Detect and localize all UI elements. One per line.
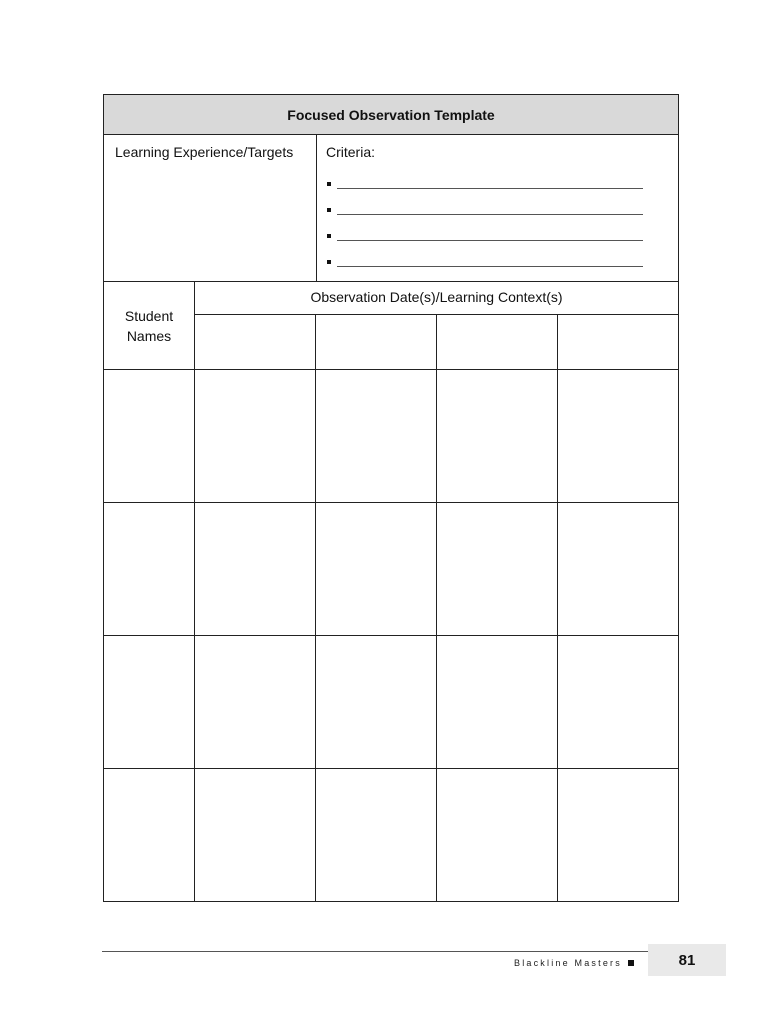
criteria-item [327, 166, 678, 192]
observation-cell[interactable] [195, 503, 316, 635]
student-row [104, 636, 678, 769]
observation-cell[interactable] [558, 769, 678, 902]
learning-experience-label: Learning Experience/Targets [115, 144, 294, 160]
observation-cell[interactable] [316, 370, 437, 502]
student-name-cell[interactable] [104, 769, 195, 902]
observation-cell[interactable] [437, 769, 558, 902]
student-row [104, 370, 678, 503]
footer-label: Blackline Masters [514, 958, 622, 968]
criteria-list [326, 166, 678, 270]
observation-cell[interactable] [195, 769, 316, 902]
student-name-cell[interactable] [104, 503, 195, 635]
observation-date-cell[interactable] [316, 315, 437, 370]
observation-cell[interactable] [558, 636, 678, 768]
student-name-cell[interactable] [104, 370, 195, 502]
criteria-row [104, 135, 678, 282]
student-row [104, 503, 678, 636]
student-names-header: Student Names [104, 282, 195, 369]
template-title: Focused Observation Template [104, 95, 678, 135]
observation-context-header: Observation Date(s)/Learning Context(s) [195, 282, 678, 315]
student-name-cell[interactable] [104, 636, 195, 768]
footer-square-icon [628, 960, 634, 966]
student-row [104, 769, 678, 902]
observation-cell[interactable] [316, 503, 437, 635]
criteria-cell [317, 135, 678, 281]
observation-cell[interactable] [316, 636, 437, 768]
observation-header-row [104, 282, 678, 370]
criteria-item [327, 218, 678, 244]
criteria-item [327, 244, 678, 270]
page-number: 81 [648, 944, 726, 976]
observation-cell[interactable] [437, 370, 558, 502]
criteria-blank-line[interactable] [337, 266, 643, 267]
criteria-label: Criteria: [326, 144, 376, 160]
observation-date-cell[interactable] [195, 315, 316, 370]
square-bullet-icon [327, 182, 331, 186]
criteria-blank-line[interactable] [337, 214, 643, 215]
criteria-blank-line[interactable] [337, 188, 643, 189]
observation-cell[interactable] [316, 769, 437, 902]
learning-experience-cell [104, 135, 317, 281]
observation-cell[interactable] [437, 636, 558, 768]
observation-date-cell[interactable] [437, 315, 558, 370]
square-bullet-icon [327, 208, 331, 212]
square-bullet-icon [327, 234, 331, 238]
observation-cell[interactable] [558, 503, 678, 635]
observation-date-cell[interactable] [558, 315, 678, 370]
observation-template-table [103, 94, 679, 902]
observation-cell[interactable] [195, 370, 316, 502]
observation-cell[interactable] [437, 503, 558, 635]
square-bullet-icon [327, 260, 331, 264]
criteria-blank-line[interactable] [337, 240, 643, 241]
observation-cell[interactable] [558, 370, 678, 502]
observation-cell[interactable] [195, 636, 316, 768]
footer-divider [102, 951, 648, 952]
criteria-item [327, 192, 678, 218]
